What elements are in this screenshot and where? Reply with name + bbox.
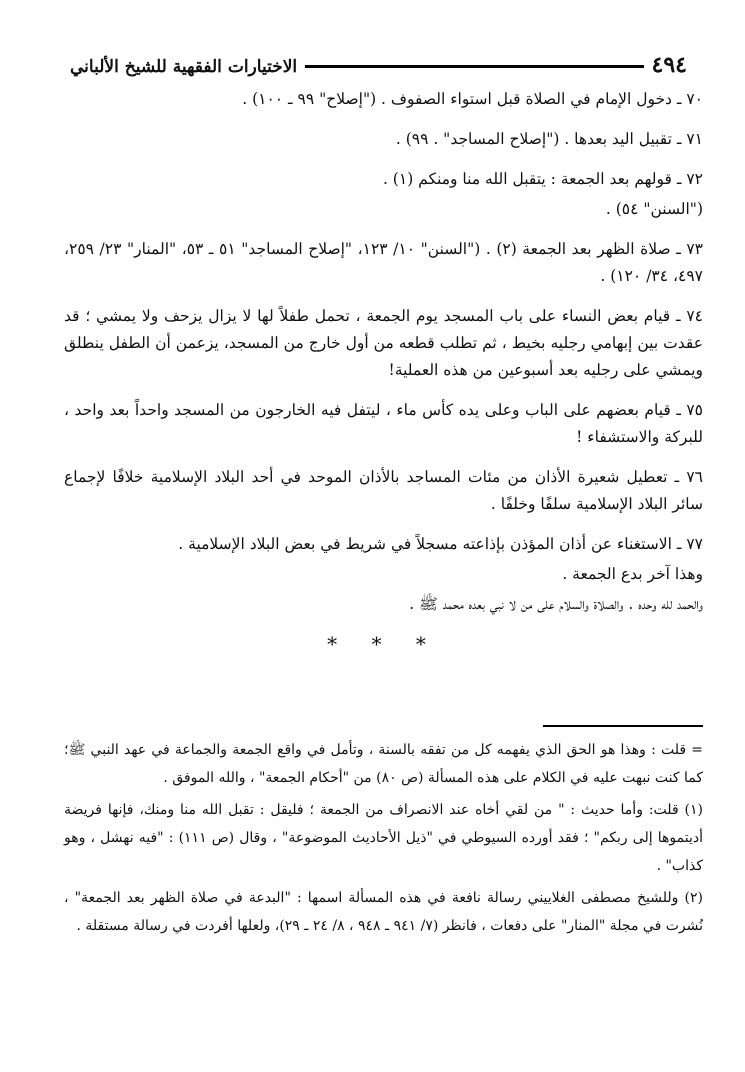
section-separator: * * * <box>327 632 440 656</box>
list-item-70: ٧٠ ـ دخول الإمام في الصلاة قبل استواء الصفوف . ("إصلاح" ٩٩ ـ ١٠٠) . <box>242 90 703 108</box>
list-item-76: ٧٦ ـ تعطيل شعيرة الأذان من مئات المساجد بالأذان الموحد في أحد البلاد الإسلامية خلافًا لإجماع سائر البلاد الإسلامية سلفًا وخلفًا . <box>64 468 703 513</box>
closing-line: وهذا آخر بدع الجمعة . <box>562 565 703 583</box>
list-item-77: ٧٧ ـ الاستغناء عن أذان المؤذن بإذاعته مسجلاً في شريط في بعض البلاد الإسلامية . <box>178 535 703 553</box>
footnote-continuation: = قلت : وهذا هو الحق الذي يفهمه كل من تفقه بالسنة ، وتأمل في واقع الجمعة والجماعة في عهد النبي ﷺ؛ كما كنت نبهت عليه في الكلام على هذه المسألة (ص ٨٠) من "أحكام الجمعة" ، والله الموفق . <box>64 742 703 786</box>
list-item-72: ٧٢ ـ قولهم بعد الجمعة : يتقبل الله منا ومنكم (١) . <box>382 170 703 188</box>
closing-praise: والحمد لله وحده . والصلاة والسلام على من لا نبي بعده محمد ﷺ . <box>409 595 703 613</box>
book-title: الاختيارات الفقهية للشيخ الألباني <box>70 57 298 77</box>
list-item-71: ٧١ ـ تقبيل اليد بعدها . ("إصلاح المساجد" . ٩٩) . <box>395 130 703 148</box>
page-number: ٤٩٤ <box>651 52 687 78</box>
list-item-74: ٧٤ ـ قيام بعض النساء على باب المسجد يوم الجمعة ، تحمل طفلاً لها لا يزال يزحف ولا يمشي ؛ قد عقدت بين إبهامي رجليه بخيط ، ثم تطلب قطعه من أول خارج من المسجد، يزعمن أن الطفل ينطلق ويمشي على رجليه بعد أسبوعين من هذه العملية! <box>64 307 703 379</box>
footnote-1: (١) قلت: وأما حديث : " من لقي أخاه عند الانصراف من الجمعة ؛ فليقل : تقبل الله منا ومنك، فإنها فريضة أديتموها إلى ربكم" ؛ فقد أورده السيوطي في "ذيل الأحاديث الموضوعة" ، وقال (ص ١١١) : "فيه نهشل ، وهو كذاب" . <box>64 802 703 874</box>
main-text <box>64 86 703 658</box>
header-rule <box>305 65 643 68</box>
footnote-2: (٢) وللشيخ مصطفى الغلاييني رسالة نافعة في هذه المسألة اسمها : "البدعة في صلاة الظهر بعد الجمعة" ، نُشرت في مجلة "المنار" على دفعات ، فانظر (٧/ ٩٤١ ـ ٩٤٨ ، ٨/ ٢٤ ـ ٢٩)، ولعلها أفردت في رسالة مستقلة . <box>64 890 703 934</box>
list-item-73: ٧٣ ـ صلاة الظهر بعد الجمعة (٢) . ("السنن" ١٠/ ١٢٣، "إصلاح المساجد" ٥١ ـ ٥٣، "المنار" ٢٣/ ٢٥٩، ٤٩٧، ٣٤/ ١٢٠) . <box>64 240 703 285</box>
list-item-75: ٧٥ ـ قيام بعضهم على الباب وعلى يده كأس ماء ، ليتفل فيه الخارجون من المسجد واحداً بعد واحد ، للبركة والاستشفاء ! <box>64 401 703 446</box>
page-header <box>70 40 687 76</box>
footnotes <box>64 736 703 944</box>
footnote-rule <box>543 725 703 727</box>
list-item-72-reference: ("السنن" ٥٤) . <box>605 200 703 218</box>
